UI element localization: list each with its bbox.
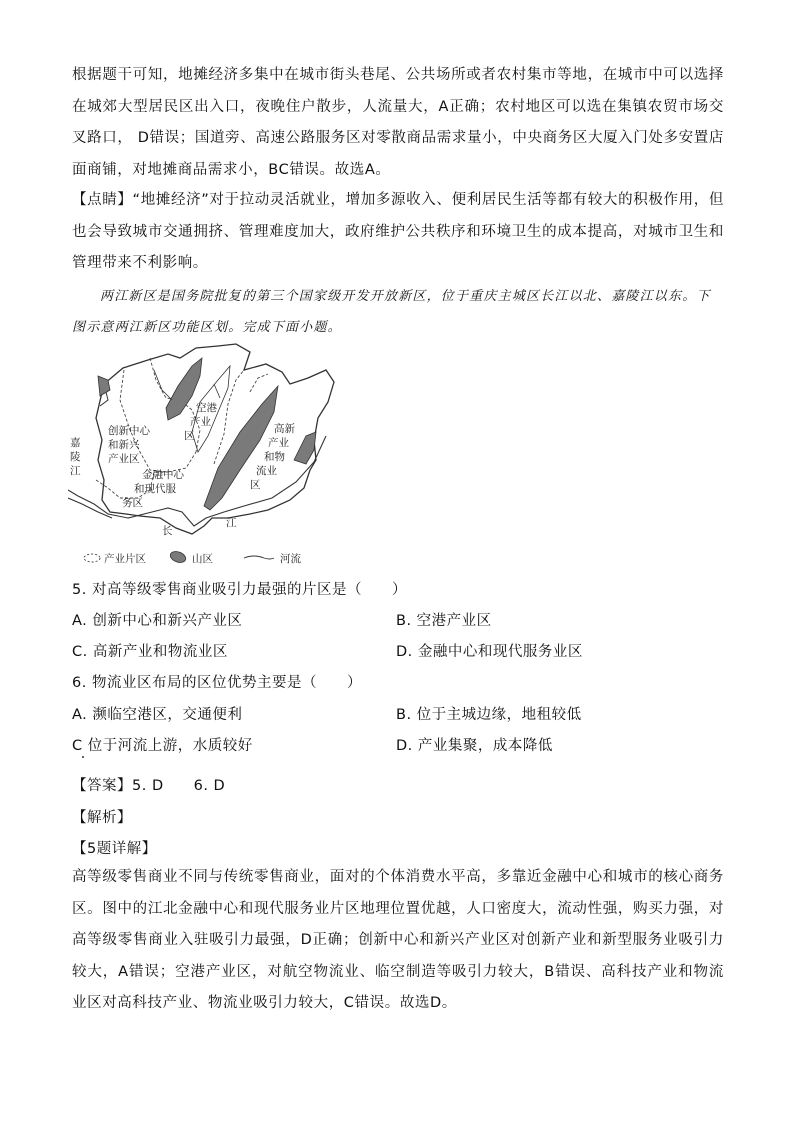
label-airport-2: 产业 — [190, 416, 211, 428]
q6-option-b: B. 位于主城边缘，地租较低 — [396, 707, 582, 723]
q5-option-b: B. 空港产业区 — [396, 613, 492, 629]
answer-line — [72, 774, 225, 795]
analysis-paragraph: 根据题干可知，地摊经济多集中在城市街头巷尾、公共场所或者农村集市等地，在城市中可以选择在城郊大型居民区出入口，夜晚住户散步，人流量大，A正确；农村地区可以选在集镇农贸市场交叉路口， D错误；国道旁、高速公路服务区对零散商品需求量小，中央商务区大厦入门处多安置店面商铺，对地摊商品需求小，BC错误。故选A。 — [72, 67, 724, 178]
question-intro: 两江新区是国务院批复的第三个国家级开发开放新区，位于重庆主城区长江以北、嘉陵江以东。下图示意两江新区功能区划。完成下面小题。 — [72, 289, 711, 335]
detail-paragraph: 高等级零售商业不同与传统零售商业，面对的个体消费水平高，多靠近金融中心和城市的核心商务区。图中的江北金融中心和现代服务业片区地理位置优越，人口密度大，流动性强，购买力强，对高等级零售商业入驻吸引力最强，D正确；创新中心和新兴产业区对创新产业和新型服务业吸引力较大，A错误；空港产业区，对航空物流业、临空制造等吸引力较大，B错误、高科技产业和物流业区对高科技产业、物流业吸引力较大，C错误。故选D。 — [72, 869, 724, 1011]
q5-stem: 5. 对高等级零售商业吸引力最强的片区是（ ） — [72, 582, 407, 598]
label-hitech-4: 流业 — [256, 465, 277, 477]
legend-mountain-label: 山区 — [192, 553, 213, 565]
liangjiang-map — [68, 340, 338, 575]
label-airport-1: 空港 — [196, 402, 217, 414]
q6-option-a: A. 濒临空港区，交通便利 — [72, 707, 243, 723]
label-innovation-2: 和新兴 — [108, 439, 140, 451]
label-hitech-5: 区 — [250, 479, 261, 491]
answer-text: 5. D 6. D — [132, 778, 226, 794]
comment-text: “地摊经济”对于拉动灵活就业，增加多源收入、便利居民生活等都有较大的积极作用，但也会导致城市交通拥挤、管理难度加大，政府维护公共秩序和环境卫生的成本提高，对城市卫生和管理带来不利影响。 — [72, 192, 724, 271]
label-innovation-1: 创新中心 — [108, 425, 150, 437]
zone-boundary — [250, 374, 268, 392]
q5-option-d: D. 金融中心和现代服务业区 — [396, 644, 583, 660]
legend-river-label: 河流 — [280, 553, 301, 565]
label-hitech-1: 高新 — [274, 423, 295, 435]
q6-option-c: C 位于河流上游，水质较好 — [72, 738, 253, 754]
q6-stem: 6. 物流业区布局的区位优势主要是（ ） — [72, 675, 362, 691]
legend-zone-label: 产业片区 — [104, 553, 146, 565]
answer-tag: 【答案】 — [72, 778, 132, 794]
mountain-area — [294, 432, 316, 464]
label-finance-1: 金融中心 — [142, 469, 184, 481]
mountain-area — [98, 376, 110, 396]
q5-option-a: A. 创新中心和新兴产业区 — [72, 613, 243, 629]
label-hitech-2: 产业 — [268, 437, 289, 449]
comment-paragraph — [72, 185, 724, 280]
label-jialing-2: 陵 — [70, 451, 81, 463]
label-jialing-3: 江 — [70, 465, 81, 477]
stray-dot — [82, 756, 84, 758]
legend-zone-symbol — [84, 554, 100, 562]
analysis-title: 【解析】 — [72, 810, 132, 826]
comment-tag: 【点睛】 — [72, 192, 133, 208]
label-yangtze-1: 长 — [162, 525, 173, 537]
tributary — [214, 384, 220, 398]
label-airport-3: 区 — [184, 430, 195, 442]
q5-option-c: C. 高新产业和物流业区 — [72, 644, 228, 660]
label-innovation-3: 产业区 — [108, 453, 140, 465]
label-finance-3: 务区 — [122, 497, 143, 509]
tributary — [154, 370, 172, 400]
label-yangtze-2: 江 — [226, 517, 237, 529]
q6-option-d: D. 产业集聚，成本降低 — [396, 738, 553, 754]
label-hitech-3: 和物 — [264, 451, 285, 463]
legend-mountain-symbol — [169, 550, 187, 565]
label-finance-2: 和现代服 — [134, 483, 176, 495]
label-jialing-1: 嘉 — [70, 437, 81, 449]
legend-river-symbol — [244, 556, 274, 559]
jialing-river — [68, 498, 112, 518]
map-legend — [84, 550, 301, 565]
detail-title: 【5题详解】 — [72, 841, 157, 857]
